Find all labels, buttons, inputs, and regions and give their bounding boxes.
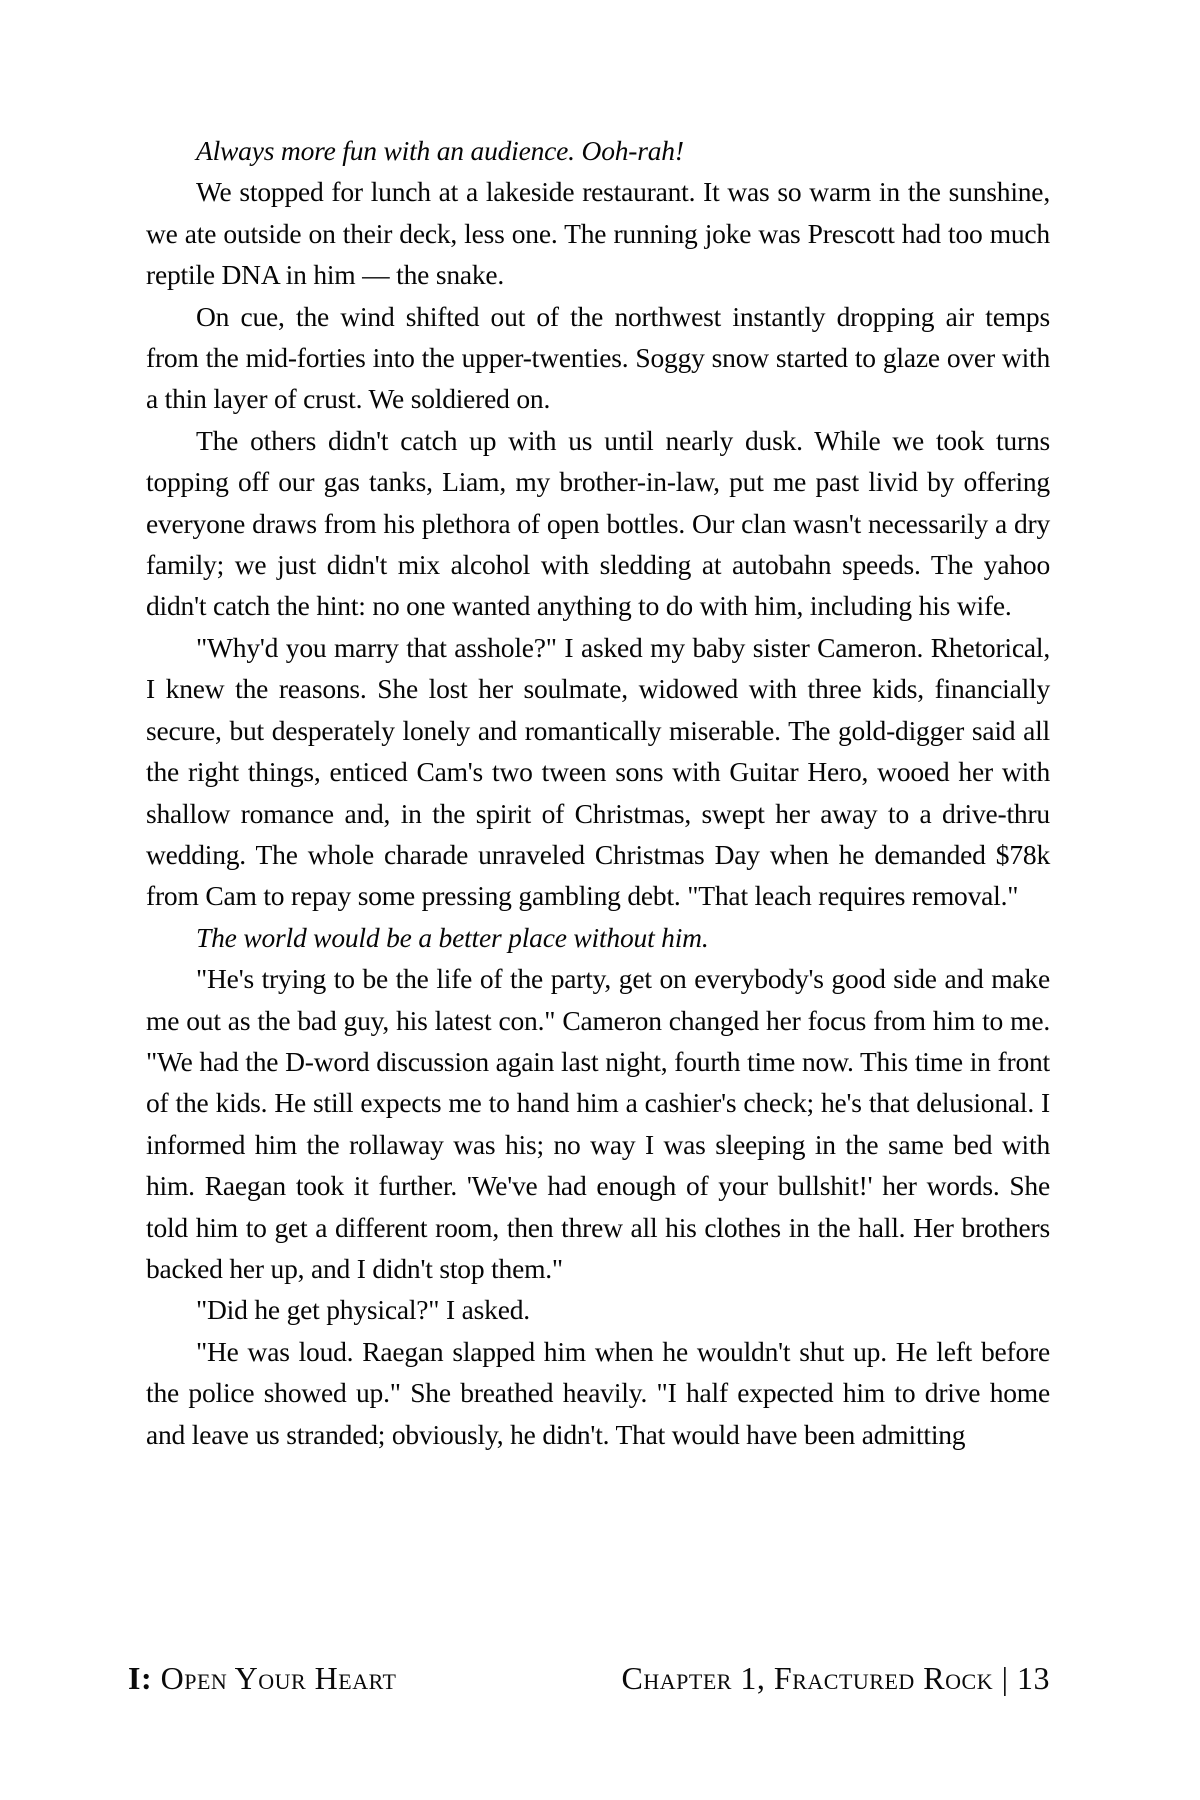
page-footer — [128, 1658, 1050, 1698]
paragraph: "He's trying to be the life of the party, get on everybody's good side and make me out as the bad guy, his latest con." Cameron changed her focus from him to me. "We had the D-word discussion again last night, fourth time now. This time in front of the kids. He still expects me to hand him a cashier's check; he's that delusional. I informed him the rollaway was his; no way I was sleeping in the same bed with him. Raegan took it further. 'We've had enough of your bullshit!' her words. She told him to get a different room, then threw all his clothes in the hall. Her brothers backed her up, and I didn't stop them." — [146, 963, 1050, 1284]
footer-section-title — [128, 1658, 396, 1698]
paragraph: Always more fun with an audience. Ooh-rah! — [196, 135, 684, 166]
paragraph: On cue, the wind shifted out of the northwest instantly dropping air temps from the mid-forties into the upper-twenties. Soggy snow started to glaze over with a thin layer of crust. We soldiered on. — [146, 300, 1050, 415]
paragraph: "Did he get physical?" I asked. — [196, 1294, 530, 1326]
paragraph: "Why'd you marry that asshole?" I asked my baby sister Cameron. Rhetorical, I knew the reasons. She lost her soulmate, widowed with three kids, financially secure, but desperately lonely and romantically miserable. The gold-digger said all the right things, enticed Cam's two tween sons with Guitar Hero, wooed her with shallow romance and, in the spirit of Christmas, swept her away to a drive-thru wedding. The whole charade unraveled Christmas Day when he demanded $78k from Cam to repay some pressing gambling debt. "That leach requires removal." — [146, 631, 1050, 912]
footer-chapter-page-number: Chapter 1, Fractured Rock | 13 — [621, 1660, 1050, 1696]
footer-part-title: Open Your Heart — [152, 1660, 397, 1696]
paragraph: The others didn't catch up with us until nearly dusk. While we took turns topping off our gas tanks, Liam, my brother-in-law, put me past livid by offering everyone draws from his plethora of open bottles. Our clan wasn't necessarily a dry family; we just didn't mix alcohol with sledding at autobahn speeds. The yahoo didn't catch the hint: no one wanted anything to do with him, including his wife. — [146, 424, 1050, 622]
paragraph: We stopped for lunch at a lakeside restaurant. It was so warm in the sunshine, we ate outside on their deck, less one. The running joke was Prescott had too much reptile DNA in him — the snake. — [146, 176, 1050, 291]
body-text — [146, 130, 1050, 1455]
paragraph: The world would be a better place without him. — [196, 921, 709, 953]
footer-part-number: I: — [128, 1660, 153, 1696]
paragraph: "He was loud. Raegan slapped him when he wouldn't shut up. He left before the police showed up." She breathed heavily. "I half expected him to drive home and leave us stranded; obviously, he didn't. That would have been admitting — [146, 1335, 1050, 1450]
